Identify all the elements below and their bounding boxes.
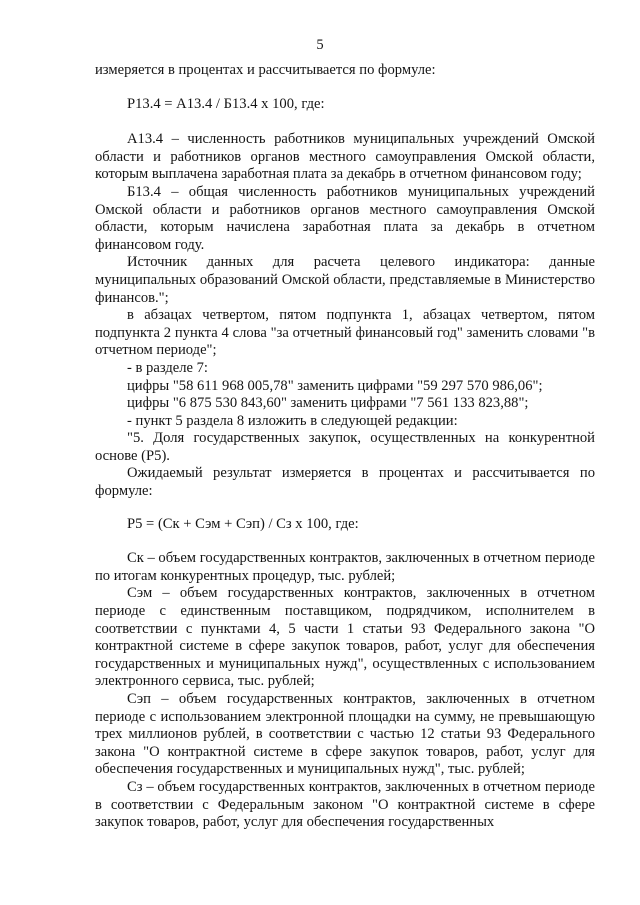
definition-sz: Сз – объем государственных контрактов, заключенных в отчетном периоде в соответствии с Федеральным законом "О контрактной системе в сфере закупок товаров, работ, услуг для обеспечения государственных bbox=[95, 778, 595, 831]
paragraph-amendment-subparagraphs: в абзацах четвертом, пятом подпункта 1, абзацах четвертом, пятом подпункта 2 пункта 4 слова "за отчетный финансовый год" заменить словами "в отчетном периоде"; bbox=[95, 307, 595, 359]
paragraph-section-8: - пункт 5 раздела 8 изложить в следующей редакции: bbox=[127, 412, 458, 429]
definition-sem: Сэм – объем государственных контрактов, заключенных в отчетном периоде с единственным поставщиком, подрядчиком, исполнителем в соответствии с пунктами 4, 5 части 1 статьи 93 Федерального закона "О контрактной системе в сфере закупок товаров, работ, услуг для обеспечения государственных и муниципальных нужд", осуществленных с использованием электронного сервиса, тыс. рублей; bbox=[95, 585, 595, 690]
page-number: 5 bbox=[316, 37, 324, 53]
definition-b13-4: Б13.4 – общая численность работников муниципальных учреждений Омской области и работников органов местного самоуправления Омской области, которым начислена заработная плата за декабрь в отчетном финансовом году. bbox=[95, 183, 595, 253]
paragraph-figures-1: цифры "58 611 968 005,78" заменить цифрами "59 297 570 986,06"; bbox=[127, 377, 543, 394]
definition-sep: Сэп – объем государственных контрактов, заключенных в отчетном периоде с использованием электронной площадки на сумму, не превышающую трех миллионов рублей, в соответствии с частью 12 статьи 93 Федерального закона "О контрактной системе в сфере закупок товаров, работ, услуг для обеспечения государственных и муниципальных нужд", тыс. рублей; bbox=[95, 691, 595, 778]
paragraph-intro: измеряется в процентах и рассчитывается по формуле: bbox=[95, 62, 436, 78]
paragraph-section-7: - в разделе 7: bbox=[127, 359, 208, 376]
definition-sk: Ск – объем государственных контрактов, заключенных в отчетном периоде по итогам конкурентных процедур, тыс. рублей; bbox=[95, 550, 595, 584]
paragraph-data-source: Источник данных для расчета целевого индикатора: данные муниципальных образований Омской области, представляемые в Министерство финансов."; bbox=[95, 254, 595, 306]
paragraph-figures-2: цифры "6 875 530 843,60" заменить цифрами "7 561 133 823,88"; bbox=[127, 395, 529, 412]
definition-a13-4: А13.4 – численность работников муниципальных учреждений Омской области и работников органов местного самоуправления Омской области, которым выплачена заработная плата за декабрь в отчетном финансовом году; bbox=[95, 131, 595, 183]
formula-r5: Р5 = (Ск + Сэм + Сэп) / Сз х 100, где: bbox=[127, 515, 359, 532]
paragraph-expected-result: Ожидаемый результат измеряется в процентах и рассчитывается по формуле: bbox=[95, 465, 595, 500]
paragraph-item-5: "5. Доля государственных закупок, осуществленных на конкурентной основе (Р5). bbox=[95, 430, 595, 464]
document-body bbox=[95, 62, 595, 832]
formula-r13-4: Р13.4 = А13.4 / Б13.4 х 100, где: bbox=[127, 95, 325, 112]
